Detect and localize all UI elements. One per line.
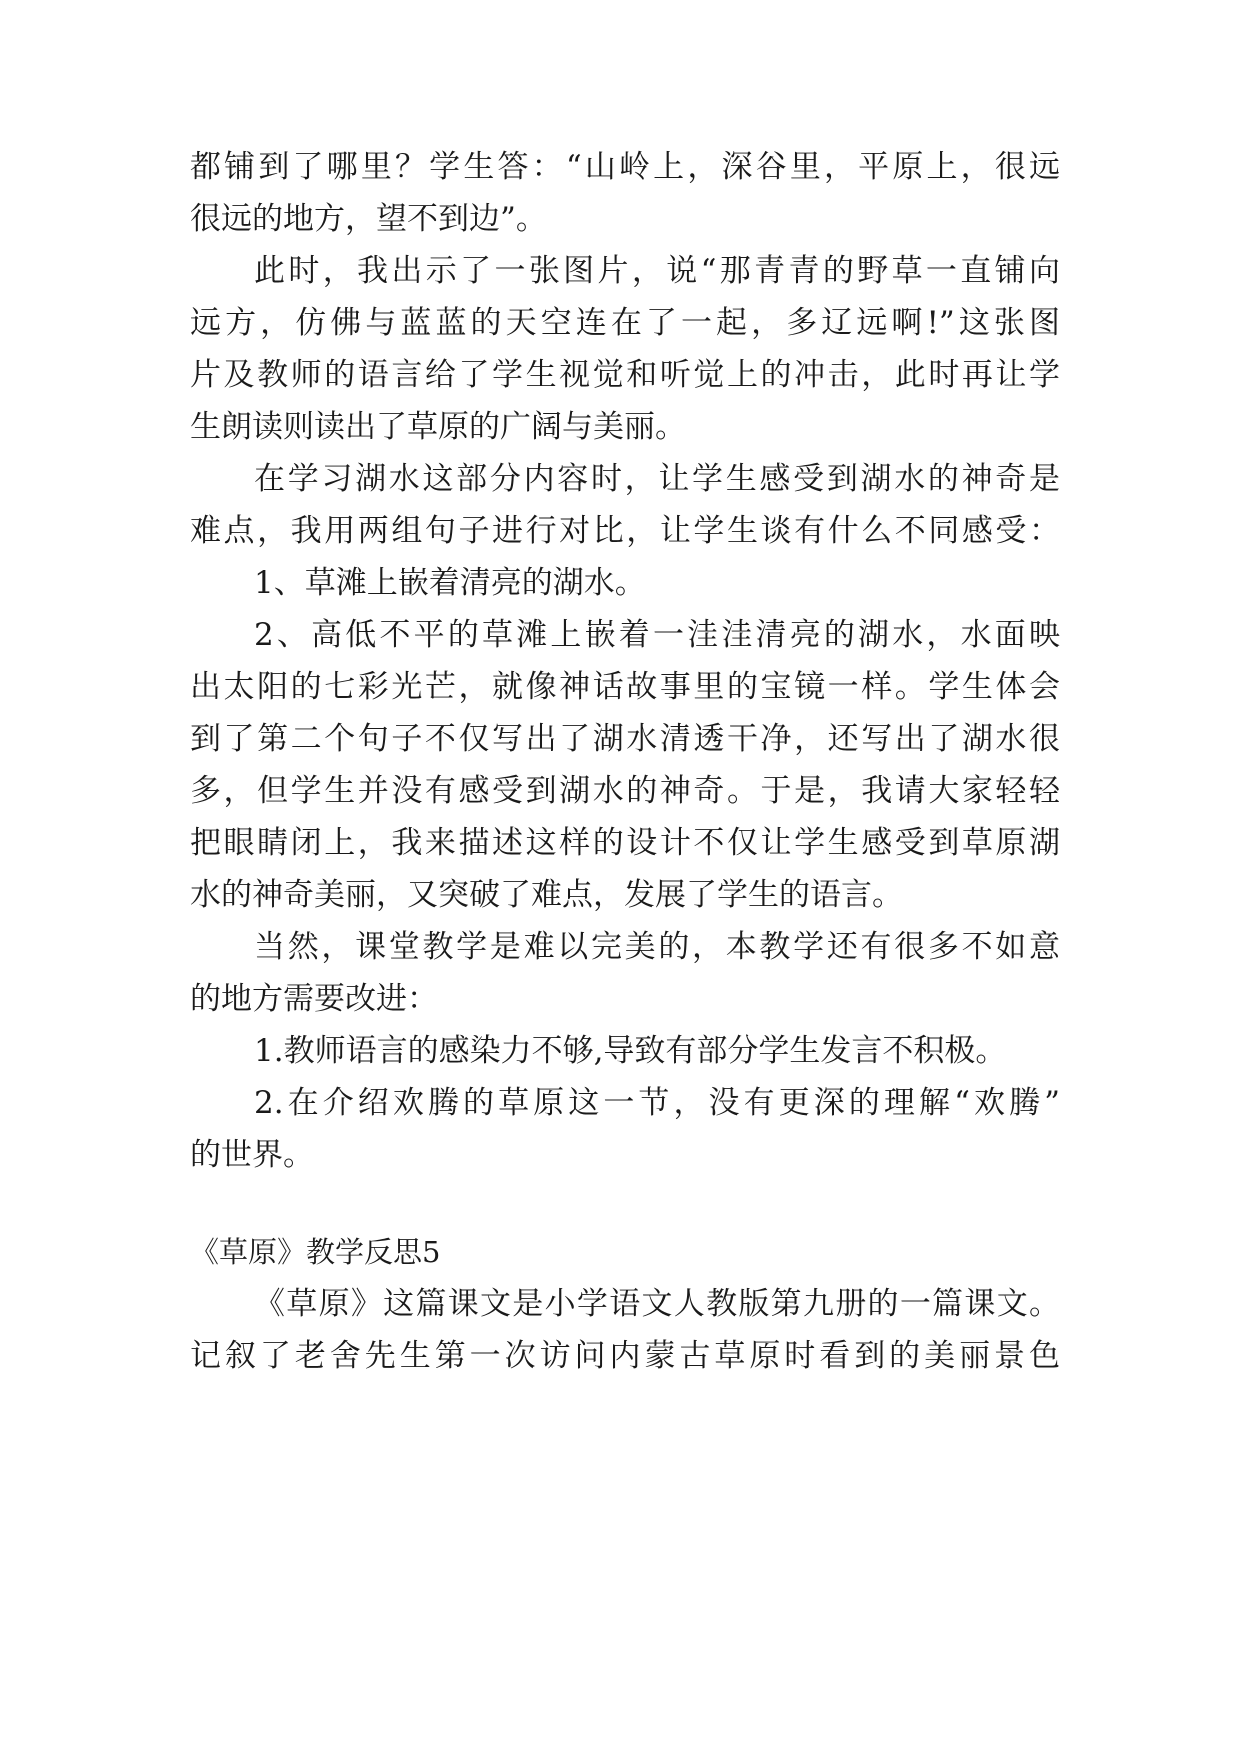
paragraph-start-line: 在学习湖水这部分内容时，让学生感受到湖水的神奇是 (254, 461, 1060, 497)
text-line-15: 水的神奇美丽，又突破了难点，发展了学生的语言。 (190, 877, 903, 913)
text-line-6: 生朗读则读出了草原的广阔与美丽。 (190, 409, 686, 445)
text-line-1: 都铺到了哪里？学生答：“山岭上，深谷里，平原上，很远 (190, 149, 1060, 185)
text-line-14: 把眼睛闭上，我来描述这样的设计不仅让学生感受到草原湖 (190, 825, 1060, 861)
text-line-5: 片及教师的语言给了学生视觉和听觉上的冲击，此时再让学 (190, 357, 1060, 393)
text-line-13: 多，但学生并没有感受到湖水的神奇。于是，我请大家轻轻 (190, 773, 1060, 809)
text-line-2: 很远的地方，望不到边”。 (190, 201, 547, 237)
text-line-17: 的地方需要改进： (190, 981, 438, 1017)
list-item-2: 2、高低不平的草滩上嵌着一洼洼清亮的湖水，水面映 (254, 617, 1060, 653)
text-line-20: 的世界。 (190, 1137, 314, 1173)
paragraph-start-line: 《草原》这篇课文是小学语文人教版第九册的一篇课文。 (254, 1286, 1060, 1322)
text-line-11: 出太阳的七彩光芒，就像神话故事里的宝镜一样。学生体会 (190, 669, 1060, 705)
paragraph-start-line: 当然，课堂教学是难以完美的，本教学还有很多不如意 (254, 929, 1060, 965)
text-line-8: 难点，我用两组句子进行对比，让学生谈有什么不同感受： (190, 513, 1060, 549)
paragraph-start-line: 此时，我出示了一张图片，说“那青青的野草一直铺向 (254, 253, 1060, 289)
list-item-4: 2.在介绍欢腾的草原这一节，没有更深的理解“欢腾” (254, 1085, 1060, 1121)
text-line-12: 到了第二个句子不仅写出了湖水清透干净，还写出了湖水很 (190, 721, 1060, 757)
section-heading: 《草原》教学反思5 (190, 1235, 441, 1269)
text-line-4: 远方，仿佛与蓝蓝的天空连在了一起，多辽远啊!”这张图 (190, 305, 1060, 341)
list-item-3: 1.教师语言的感染力不够,导致有部分学生发言不积极。 (254, 1033, 1007, 1069)
list-item-1: 1、草滩上嵌着清亮的湖水。 (254, 565, 646, 601)
text-line-23: 记叙了老舍先生第一次访问内蒙古草原时看到的美丽景色 (190, 1338, 1060, 1374)
